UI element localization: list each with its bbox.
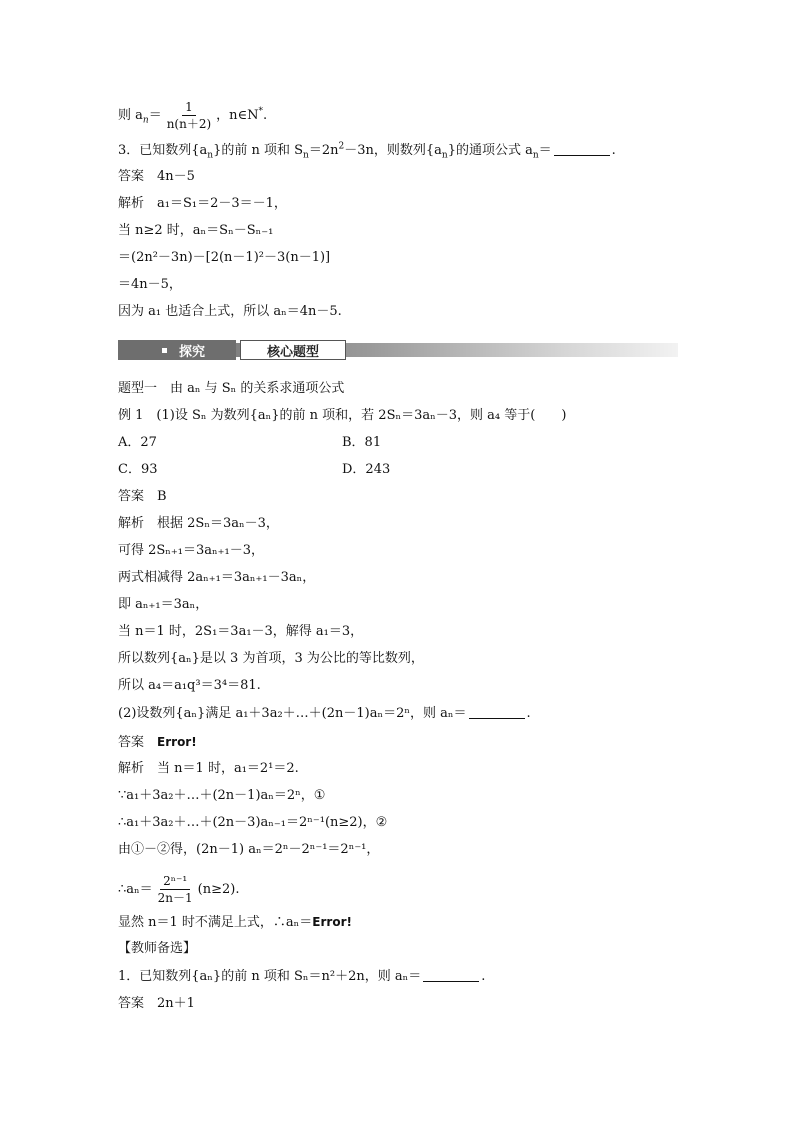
section-title <box>118 380 344 398</box>
text: ，n∈N <box>216 108 259 123</box>
solution-line <box>118 569 315 587</box>
fraction <box>164 100 214 131</box>
solution-text: ＝4n－5， <box>118 277 182 292</box>
option-text: D．243 <box>342 462 391 477</box>
solution-line <box>118 874 239 905</box>
solution-line <box>118 195 287 213</box>
solution-text: 所以数列{aₙ}是以 3 为首项，3 为公比的等比数列， <box>118 651 424 666</box>
answer-blank <box>469 706 525 719</box>
solution-line <box>118 596 208 614</box>
text: ＝ <box>148 108 162 123</box>
fraction <box>155 874 196 905</box>
text: }的前 n 项和 S <box>213 143 304 158</box>
answer-blank <box>554 143 610 156</box>
solution-text: ∴a₁＋3a₂＋…＋(2n－3)aₙ₋₁＝2ⁿ⁻¹(n≥2)，② <box>118 815 388 830</box>
text: ＝2n <box>308 143 339 158</box>
solution-text: 当 n＝1 时，a₁＝2¹＝2. <box>157 761 299 776</box>
text: . <box>263 108 268 123</box>
solution-line <box>118 787 325 805</box>
text: 则 a <box>118 108 143 123</box>
option-a <box>118 434 157 452</box>
text: }的通项公式 a <box>447 143 533 158</box>
solution-text: ＝(2n²－3n)－[2(n－1)²－3(n－1)] <box>118 250 331 265</box>
text: －3n，则数列{a <box>344 143 442 158</box>
solution-text: a₁＝S₁＝2－3＝－1， <box>157 196 287 211</box>
solution-text: 当 n≥2 时，aₙ＝Sₙ－Sₙ₋₁ <box>118 223 274 238</box>
solution-line <box>118 623 363 641</box>
solution-text: 即 aₙ₊₁＝3aₙ， <box>118 597 209 612</box>
banner-right-tab <box>240 340 346 360</box>
solution-line <box>118 650 424 668</box>
solution-text: 显然 n＝1 时不满足上式，∴aₙ＝ <box>118 915 313 930</box>
solution-line <box>118 303 342 321</box>
fraction-denominator: 2n－1 <box>157 891 193 905</box>
solution-text: 所以 a₄＝a₁q³＝3⁴＝81. <box>118 678 261 693</box>
example-1 <box>118 407 566 425</box>
teacher-notes-heading <box>118 940 196 958</box>
option-text: A．27 <box>118 435 157 450</box>
subscript: n <box>142 115 149 126</box>
solution-text: 当 n＝1 时，2S₁＝3a₁－3，解得 a₁＝3， <box>118 624 364 639</box>
option-d <box>342 461 390 479</box>
answer-label: 答案 <box>118 996 145 1011</box>
answer-value: 4n－5 <box>157 169 195 184</box>
answer-label: 答案 <box>118 489 145 504</box>
answer-label: 答案 <box>118 169 145 184</box>
solution-line <box>118 276 182 294</box>
superscript: * <box>258 106 264 117</box>
heading-text: 【教师备选】 <box>118 941 197 956</box>
option-text: B．81 <box>342 435 382 450</box>
text: . <box>611 143 616 158</box>
answer-value: 2n＋1 <box>157 996 195 1011</box>
text: . <box>481 969 486 984</box>
solution-text: 由①－②得，(2n－1) aₙ＝2ⁿ－2ⁿ⁻¹＝2ⁿ⁻¹， <box>118 842 380 857</box>
solution-line <box>118 677 261 695</box>
solution-text: ∴aₙ＝ <box>118 882 153 897</box>
solution-line <box>118 222 273 240</box>
banner-left-label: 探究 <box>179 344 206 360</box>
solution-text: (n≥2). <box>197 882 240 897</box>
text: 3．已知数列{a <box>118 143 208 158</box>
question-3: 3．已知数列$\{a_n\}$的前 n 项和 $S_n=2n^2-3n$，则数列$\{a_n\}$的通项公式 $a_n=$ . <box>118 141 616 161</box>
banner-left-tab <box>118 340 236 360</box>
example-1-part-2 <box>118 705 531 723</box>
answer-line <box>118 733 197 752</box>
answer-line <box>118 995 195 1013</box>
section-banner <box>118 340 678 360</box>
answer-line <box>118 168 195 186</box>
fraction-numerator: 1 <box>182 100 196 116</box>
solution-label: 解析 <box>118 761 145 776</box>
banner-right-label: 核心题型 <box>266 344 319 360</box>
option-c <box>118 461 158 479</box>
example-text: (2)设数列{aₙ}满足 a₁＋3a₂＋…＋(2n－1)aₙ＝2ⁿ，则 aₙ＝ <box>118 706 467 721</box>
solution-line <box>118 841 379 859</box>
option-text: C．93 <box>118 462 158 477</box>
answer-blank <box>423 969 479 982</box>
formula-line <box>118 100 267 131</box>
fraction-denominator: n(n＋2) <box>166 117 212 131</box>
answer-label: 答案 <box>118 735 145 750</box>
solution-line <box>118 542 264 560</box>
solution-line <box>118 814 387 832</box>
solution-text: 因为 a₁ 也适合上式，所以 aₙ＝4n－5. <box>118 304 342 319</box>
answer-value: B <box>157 489 167 504</box>
solution-line <box>118 515 279 533</box>
square-bullet-icon <box>162 348 167 353</box>
fraction-numerator: 2ⁿ⁻¹ <box>160 874 190 890</box>
error-text: Error! <box>312 915 352 929</box>
question-text: 1．已知数列{aₙ}的前 n 项和 Sₙ＝n²＋2n，则 aₙ＝ <box>118 969 422 984</box>
solution-text: 可得 2Sₙ₊₁＝3aₙ₊₁－3， <box>118 543 264 558</box>
solution-label: 解析 <box>118 196 145 211</box>
text: . <box>526 706 531 721</box>
solution-label: 解析 <box>118 516 145 531</box>
answer-value: Error! <box>157 735 197 749</box>
text: ＝ <box>538 143 552 158</box>
option-b <box>342 434 381 452</box>
solution-line <box>118 913 352 932</box>
teacher-question-1 <box>118 968 485 986</box>
solution-text: ∵a₁＋3a₂＋…＋(2n－1)aₙ＝2ⁿ，① <box>118 788 326 803</box>
solution-text: 根据 2Sₙ＝3aₙ－3， <box>157 516 279 531</box>
solution-text: 两式相减得 2aₙ₊₁＝3aₙ₊₁－3aₙ， <box>118 570 316 585</box>
solution-line <box>118 249 330 267</box>
example-text: 例 1 (1)设 Sₙ 为数列{aₙ}的前 n 项和，若 2Sₙ＝3aₙ－3，则 a₄ 等于( ) <box>118 408 567 423</box>
solution-line <box>118 760 299 778</box>
answer-line <box>118 488 167 506</box>
section-title-text: 题型一 由 aₙ 与 Sₙ 的关系求通项公式 <box>118 381 345 396</box>
